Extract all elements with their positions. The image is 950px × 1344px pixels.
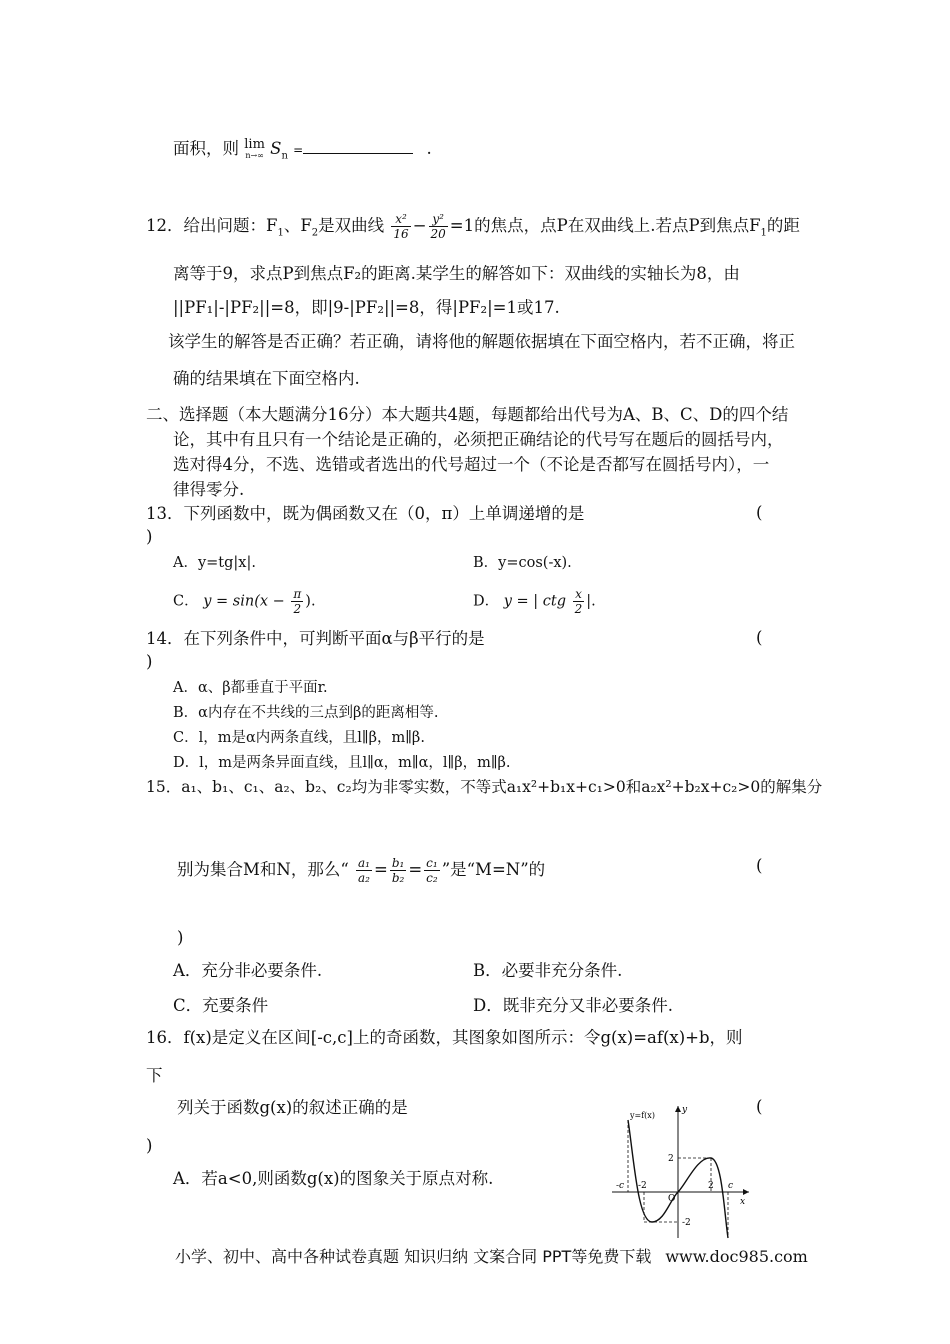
den: b₂ bbox=[391, 871, 405, 885]
q14-open-paren: ( bbox=[756, 628, 763, 647]
section2-line4: 律得零分. bbox=[173, 480, 245, 499]
origin-label: O bbox=[668, 1194, 676, 1204]
q16-line1: 16．f(x)是定义在区间[-c,c]上的奇函数，其图象如图所示：令g(x)=af(x)+b，则 bbox=[146, 1028, 743, 1047]
q11-tail bbox=[173, 138, 432, 167]
option-expr: y = sin(x − bbox=[203, 593, 285, 610]
q15-option-d[interactable]: D．既非充分又非必要条件. bbox=[473, 996, 673, 1015]
q12-line2: 离等于9，求点P到焦点F₂的距离.某学生的解答如下：双曲线的实轴长为8，由 bbox=[173, 264, 740, 283]
tick-c: c bbox=[728, 1181, 734, 1191]
q14-option-c[interactable]: C．l，m是α内两条直线，且l∥β，m∥β. bbox=[173, 730, 425, 746]
section2-line1: 二、选择题（本大题满分16分）本大题共4题，每题都给出代号为A、B、C、D的四个结 bbox=[146, 405, 789, 424]
q15-open-paren: ( bbox=[756, 856, 763, 875]
q14-option-a[interactable]: A．α、β都垂直于平面r. bbox=[173, 680, 328, 696]
den: 2 bbox=[293, 602, 302, 616]
q14-option-d[interactable]: D．l，m是两条异面直线，且l∥α，m∥α，l∥β，m∥β. bbox=[173, 755, 511, 771]
y-label: y bbox=[682, 1105, 688, 1115]
q13-option-b[interactable]: B．y=cos(-x). bbox=[473, 555, 572, 571]
q14-stem: 14．在下列条件中，可判断平面α与β平行的是 bbox=[146, 629, 485, 648]
end-dot: . bbox=[426, 139, 432, 158]
q13-option-c[interactable] bbox=[173, 587, 316, 616]
option-expr: y = | ctg bbox=[503, 593, 567, 610]
fraction-b1-b2 bbox=[390, 856, 407, 885]
num: a₁ bbox=[358, 856, 370, 870]
option-label: C． bbox=[173, 593, 199, 610]
q13-close-paren: ) bbox=[146, 527, 153, 546]
function-graph bbox=[604, 1100, 754, 1240]
sub: 1 bbox=[760, 227, 767, 239]
answer-blank[interactable] bbox=[303, 139, 413, 154]
limit-sub: n→∞ bbox=[245, 150, 264, 160]
q12-line4: 该学生的解答是否正确？若正确，请将他的解题依据填在下面空格内，若不正确，将正 bbox=[168, 332, 795, 351]
den: a₂ bbox=[358, 871, 370, 885]
q15-option-a[interactable]: A．充分非必要条件. bbox=[173, 961, 323, 980]
tick-negc: -c bbox=[616, 1181, 625, 1191]
q15-stem: 15．a₁、b₁、c₁、a₂、b₂、c₂均为非零实数，不等式a₁x²+b₁x+c₁>0和a₂x²+b₂x+c₂>0的解集分 bbox=[146, 778, 823, 796]
fraction-x2-16 bbox=[391, 212, 410, 241]
option-label: D． bbox=[473, 593, 500, 610]
den: c₂ bbox=[426, 871, 438, 885]
num: c₁ bbox=[426, 856, 438, 870]
q16-line1b: 下 bbox=[146, 1066, 163, 1085]
num: x bbox=[573, 587, 585, 602]
footer-text: 小学、初中、高中各种试卷真题 知识归纳 文案合同 PPT等免费下载 bbox=[175, 1247, 652, 1266]
q15-line2 bbox=[177, 856, 545, 885]
y-arrow-icon bbox=[675, 1106, 681, 1112]
fraction-y2-20 bbox=[429, 212, 448, 241]
section2-line2: 论，其中有且只有一个结论是正确的，必须把正确结论的代号写在题后的圆括号内， bbox=[173, 430, 784, 449]
limit-op: lim bbox=[244, 136, 265, 152]
q13-option-a[interactable]: A．y=tg|x|. bbox=[173, 555, 256, 571]
sub: 1 bbox=[277, 227, 284, 239]
num: y² bbox=[429, 212, 448, 227]
option-end: ). bbox=[305, 593, 316, 610]
footer-url[interactable]: www.doc985.com bbox=[665, 1247, 808, 1266]
q14-option-b[interactable]: B．α内存在不共线的三点到β的距离相等. bbox=[173, 705, 439, 721]
eq: = bbox=[374, 860, 388, 879]
q12-text-b: 、F bbox=[283, 216, 312, 235]
q14-close-paren: ) bbox=[146, 652, 153, 671]
q16-open-paren: ( bbox=[756, 1097, 763, 1116]
x-label: x bbox=[740, 1197, 746, 1207]
q16-close-paren: ) bbox=[146, 1136, 153, 1155]
q12-line3: ||PF₁|-|PF₂||=8，即|9-|PF₂||=8，得|PF₂|=1或17. bbox=[173, 298, 560, 317]
option-end: |. bbox=[586, 593, 596, 610]
q15-text-b: ”是“M=N”的 bbox=[441, 860, 546, 879]
fraction-x-2 bbox=[573, 587, 585, 616]
limit-expression bbox=[244, 136, 265, 161]
num: π bbox=[293, 587, 302, 601]
den: 16 bbox=[393, 227, 409, 241]
tick-2-y: 2 bbox=[668, 1154, 674, 1164]
func-label: y=f(x) bbox=[630, 1111, 655, 1120]
section2-line3: 选对得4分，不选、选错或者选出的代号超过一个（不论是否都写在圆括号内），一 bbox=[173, 455, 770, 474]
q12-text-a: 12．给出问题：F bbox=[146, 216, 278, 235]
q12-text-c: 是双曲线 bbox=[318, 216, 385, 235]
den: 20 bbox=[430, 227, 446, 241]
q16-line2: 列关于函数g(x)的叙述正确的是 bbox=[177, 1098, 408, 1117]
q12-text-d: =1的焦点，点P在双曲线上.若点P到焦点F bbox=[449, 216, 761, 235]
q13-stem: 13．下列函数中，既为偶函数又在（0，π）上单调递增的是 bbox=[146, 504, 585, 523]
q13-option-d[interactable] bbox=[473, 587, 596, 616]
x-arrow-icon bbox=[743, 1189, 749, 1195]
den: 2 bbox=[574, 602, 583, 616]
num: x² bbox=[391, 212, 410, 227]
q12-text-e: 的距 bbox=[766, 216, 800, 235]
num: b₁ bbox=[391, 856, 405, 870]
tick-neg2-y: -2 bbox=[682, 1218, 691, 1228]
page-footer bbox=[175, 1244, 808, 1267]
fraction-c1-c2 bbox=[424, 856, 440, 885]
q12-line5: 确的结果填在下面空格内. bbox=[173, 369, 360, 388]
q11-text: 面积，则 bbox=[173, 139, 239, 158]
q13-open-paren: ( bbox=[756, 503, 763, 522]
var-sub: n bbox=[281, 150, 288, 162]
q15-text-a: 别为集合M和N，那么“ bbox=[177, 860, 349, 879]
q12-line1 bbox=[146, 212, 800, 244]
eq: = bbox=[408, 860, 423, 879]
fraction-a1-a2 bbox=[356, 856, 372, 885]
q15-close-paren: ) bbox=[177, 928, 184, 947]
q15-option-c[interactable]: C．充要条件 bbox=[173, 996, 269, 1015]
fraction-pi-2 bbox=[291, 587, 303, 616]
eq-sign: = bbox=[293, 143, 304, 157]
var-s: S bbox=[270, 139, 282, 158]
q15-option-b[interactable]: B．必要非充分条件. bbox=[473, 961, 623, 980]
q16-option-a[interactable]: A．若a<0,则函数g(x)的图象关于原点对称. bbox=[173, 1169, 494, 1188]
sub: 2 bbox=[311, 227, 319, 239]
minus: − bbox=[412, 216, 427, 235]
tick-neg2-x: -2 bbox=[638, 1181, 647, 1191]
tick-2-x: 2 bbox=[708, 1181, 714, 1191]
